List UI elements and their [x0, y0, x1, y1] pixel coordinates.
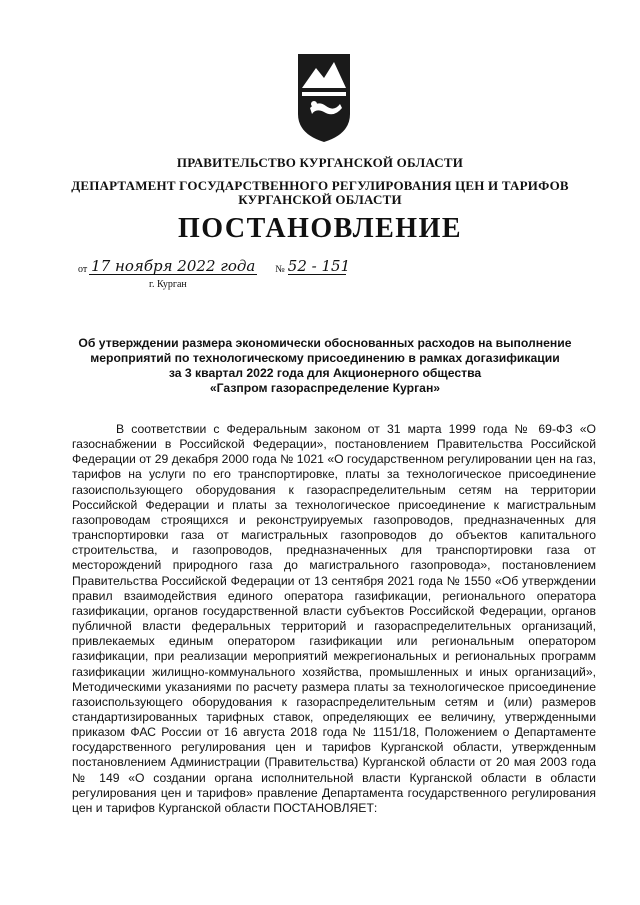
title-line: «Газпром газораспределение Курган» [209, 381, 441, 395]
title-line: за 3 квартал 2022 года для Акционерного общества [168, 366, 482, 380]
city-label: г. Курган [149, 279, 187, 290]
date-prefix: от [78, 264, 88, 275]
government-name: ПРАВИТЕЛЬСТВО КУРГАНСКОЙ ОБЛАСТИ [176, 155, 464, 170]
document-type-heading: ПОСТАНОВЛЕНИЕ [177, 213, 463, 244]
department-name-line1: ДЕПАРТАМЕНТ ГОСУДАРСТВЕННОГО РЕГУЛИРОВАНИЯ ЦЕН И ТАРИФОВ [71, 178, 569, 193]
body-paragraph: В соответствии с Федеральным законом от 31 марта 1999 года № 69-ФЗ «О газоснабжении в Российской Федерации», постановлением Правительства Российской Федерации от 29 декабря 2000 года № 1021 «О государственном регулировании цен на газ, тарифов на услуги по его транспортировке, платы за технологическое присоединение газоиспользующего оборудования к газораспределительным сетям на территории Российской Федерации и платы за технологическое присоединение к магистральным газопроводам строящихся и реконструируемых газопроводов, предназначенных для транспортировки газа от магистральных газопроводов до объектов капитального строительства, и газопроводов, предназначенных для транспортировки газа от месторождений природного газа до магистрального газопровода», постановлением Правительства Российской Федерации от 13 сентября 2021 года № 1550 «Об утверждении правил взаимодействия единого оператора газификации, регионального оператора газификации, органов государственной власти субъектов Российской Федерации, органов публичной власти федеральных территорий и газораспределительных организаций, привлекаемых единым оператором газификации или региональным оператором газификации, при реализации мероприятий межрегиональных и региональных программ газификации жилищно-коммунального хозяйства, промышленных и иных организаций», Методическими указаниями по расчету размера платы за технологическое присоединение газоиспользующего оборудования к газораспределительным сетям и (или) размеров стандартизированных тарифных ставок, определяющих ее величину, утвержденными приказом ФАС России от 16 августа 2018 года № 1151/18, Положением о Департаменте государственного регулирования цен и тарифов Курганской области, утвержденным постановлением Администрации (Правительства) Курганской области от 20 мая 2003 года № 149 «О создании органа исполнительной власти Курганской области в области регулирования цен и тарифов» правление Департамента государственного регулирования цен и тарифов Курганской области ПОСТАНОВЛЯЕТ: [72, 422, 596, 815]
title-line: Об утверждении размера экономически обоснованных расходов на выполнение [78, 336, 572, 350]
department-name-line2: КУРГАНСКОЙ ОБЛАСТИ [238, 192, 402, 207]
number-label: № [275, 264, 285, 275]
handwritten-number: 52 - 151 [287, 257, 351, 275]
handwritten-date: 17 ноября 2022 года [91, 257, 256, 275]
date-number-line [78, 257, 351, 275]
coat-of-arms-icon [296, 52, 352, 144]
document-title [60, 336, 590, 396]
title-line: мероприятий по технологическому присоединению в рамках догазификации [90, 351, 560, 365]
